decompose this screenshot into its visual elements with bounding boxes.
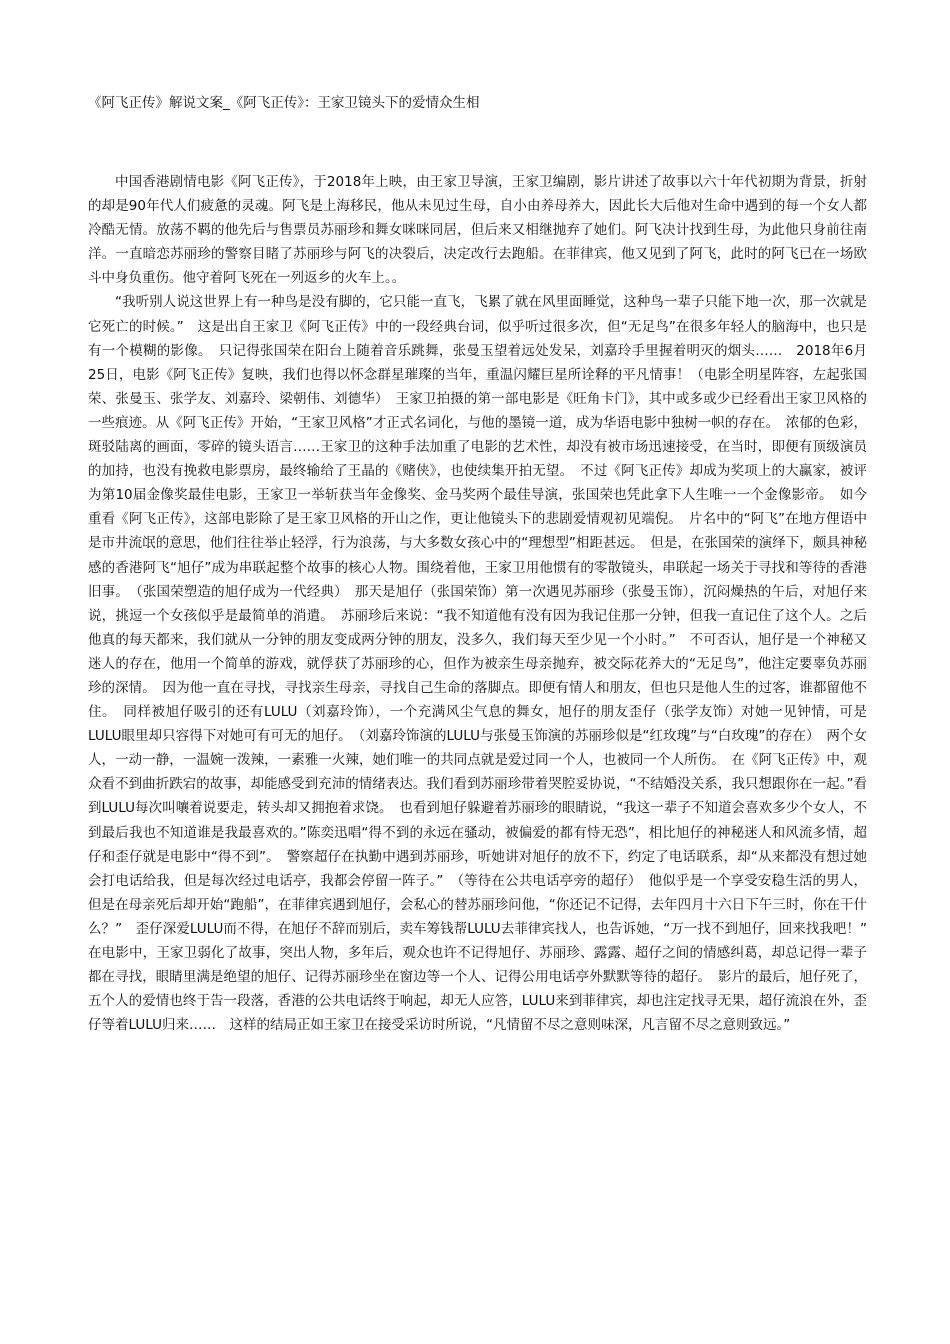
paragraph-commentary: “我听别人说这世界上有一种鸟是没有脚的，它只能一直飞，飞累了就在风里面睡觉，这种鸟一辈子只能下地一次，那一次就是它死亡的时候。” 这是出自王家卫《阿飞正传》中的一段经典台词，似乎听过很多次，但“无足鸟”在很多年轻人的脑海中，也只是有一个模糊的影像。 只记得张国荣在阳台上随着音乐跳舞，张曼玉望着远处发呆，刘嘉玲手里握着明灭的烟头…… 2018年6月25日，电影《阿飞正传》复映，我们也得以怀念群星璀璨的当年，重温闪耀巨星所诠释的平凡情事！（电影全明星阵容，左起张国荣、张曼玉、张学友、刘嘉玲、梁朝伟、刘德华） 王家卫拍摄的第一部电影是《旺角卡门》，其中或多或少已经看出王家卫风格的一些痕迹。从《阿飞正传》开始，“王家卫风格”才正式名词化，与他的墨镜一道，成为华语电影中独树一帜的存在。 浓郁的色彩，斑驳陆离的画面，零碎的镜头语言……王家卫的这种手法加重了电影的艺术性，却没有被市场迅速接受，在当时，即便有顶级演员的加持，也没有挽救电影票房，最终输给了王晶的《赌侠》，也使续集开拍无望。 不过《阿飞正传》却成为奖项上的大赢家，被评为第10届金像奖最佳电影，王家卫一举斩获当年金像奖、金马奖两个最佳导演，张国荣也凭此拿下人生唯一一个金像影帝。 如今重看《阿飞正传》，这部电影除了是王家卫风格的开山之作，更让他镜头下的悲剧爱情观初见端倪。 片名中的“阿飞”在地方俚语中是市井流氓的意思，他们往往举止轻浮，行为浪荡，与大多数女孩心中的“理想型”相距甚远。 但是，在张国荣的演绎下，颇具神秘感的香港阿飞“旭仔”成为串联起整个故事的核心人物。围绕着他，王家卫用他惯有的零散镜头，串联起一场关于寻找和等待的香港旧事。 （张国荣塑造的旭仔成为一代经典） 那天是旭仔（张国荣饰）第一次遇见苏丽珍（张曼玉饰），沉闷燥热的午后，对旭仔来说，挑逗一个女孩似乎是最简单的消遣。 苏丽珍后来说：“我不知道他有没有因为我记住那一分钟，但我一直记住了这个人。之后他真的每天都来，我们就从一分钟的朋友变成两分钟的朋友，没多久，我们每天至少见一个小时。” 不可否认，旭仔是一个神秘又迷人的存在，他用一个简单的游戏，就俘获了苏丽珍的心，但作为被亲生母亲抛弃，被交际花养大的“无足鸟”，他注定要辜负苏丽珍的深情。 因为他一直在寻找，寻找亲生母亲，寻找自己生命的落脚点。即便有情人和朋友，但也只是他人生的过客，谁都留他不住。 同样被旭仔吸引的还有LULU（刘嘉玲饰），一个充满风尘气息的舞女，旭仔的朋友歪仔（张学友饰）对她一见钟情，可是LULU眼里却只容得下对她可有可无的旭仔。 （刘嘉玲饰演的LULU与张曼玉饰演的苏丽珍似是“红玫瑰”与“白玫瑰”的存在） 两个女人，一动一静，一温婉一泼辣，一素雅一火辣，她们唯一的共同点就是爱过同一个人，也被同一个人所伤。 在《阿飞正传》中，观众看不到曲折跌宕的故事，却能感受到充沛的情绪表达。我们看到苏丽珍带着哭腔妥协说，“不结婚没关系，我只想跟你在一起。”看到LULU每次叫嚷着说要走，转头却又拥抱着求饶。 也看到旭仔躲避着苏丽珍的眼睛说，“我这一辈子不知道会喜欢多少个女人，不到最后我也不知道谁是我最喜欢的。”陈奕迅唱“得不到的永远在骚动，被偏爱的都有恃无恐”，相比旭仔的神秘迷人和风流多情，超仔和歪仔就是电影中“得不到”。 警察超仔在执勤中遇到苏丽珍，听她讲对旭仔的放不下，约定了电话联系，却“从来都没有想过她会打电话给我，但是每次经过电话亭，我都会停留一阵子。” （等待在公共电话亭旁的超仔） 他似乎是一个享受安稳生活的男人，但是在母亲死后却开始“跑船”，在菲律宾遇到旭仔，会私心的替苏丽珍问他，“你还记不记得，去年四月十六日下午三时，你在干什么？” 歪仔深爱LULU而不得，在旭仔不辞而别后，卖车筹钱帮LULU去菲律宾找人，也告诉她，“万一找不到旭仔，回来找我吧！” 在电影中，王家卫弱化了故事，突出人物，多年后，观众也许不记得旭仔、苏丽珍、露露、超仔之间的情感纠葛，却总记得一辈子都在寻找，眼睛里满是绝望的旭仔、记得苏丽珍坐在窗边等一个人、记得公用电话亭外默默等待的超仔。 影片的最后，旭仔死了，五个人的爱情也终于告一段落，香港的公共电话终于响起，却无人应答，LULU来到菲律宾，却也注定找寻无果，超仔流浪在外，歪仔等着LULU归来…… 这样的结局正如王家卫在接受采访时所说，“凡情留不尽之意则味深，凡言留不尽之意则致远。” [88, 294, 881, 1034]
paragraph-synopsis: 中国香港剧情电影《阿飞正传》，于2018年上映，由王家卫导演，王家卫编剧，影片讲述了故事以六十年代初期为背景，折射的却是90年代人们疲惫的灵魂。阿飞是上海移民，他从未见过生母，自小由养母养大，因此长大后他对生命中遇到的每一个女人都冷酷无情。放荡不羁的他先后与售票员苏丽珍和舞女咪咪同居，但后来又相继抛弃了她们。阿飞决计找到生母，为此他只身前往南洋。一直暗恋苏丽珍的警察目睹了苏丽珍与阿飞的决裂后，决定改行去跑船。在菲律宾，他又见到了阿飞，此时的阿飞已在一场欧斗中身负重伤。他守着阿飞死在一列返乡的火车上。。 [88, 174, 867, 287]
document-title: 《阿飞正传》解说文案_《阿飞正传》：王家卫镜头下的爱情众生相 [88, 95, 480, 111]
document-body [88, 170, 881, 1037]
